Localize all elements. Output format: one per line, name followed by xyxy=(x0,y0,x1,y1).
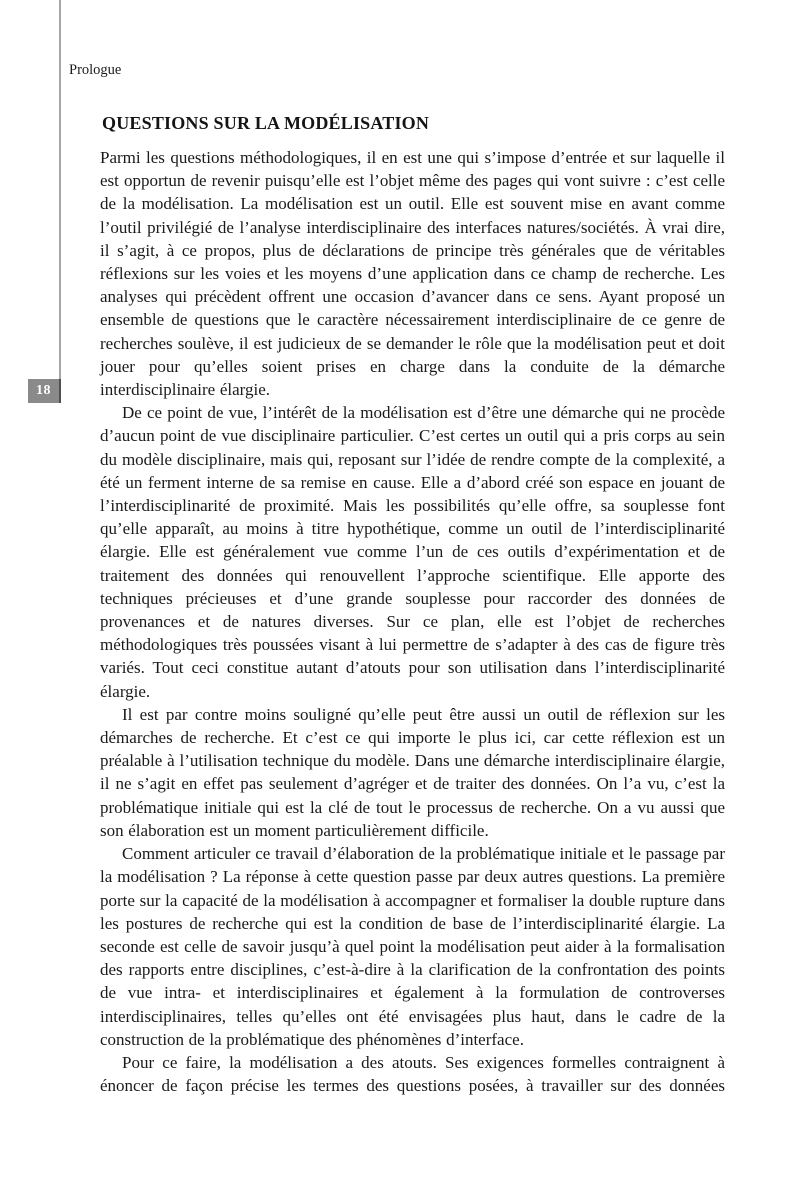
paragraph: De ce point de vue, l’intérêt de la modélisation est d’être une démarche qui ne procède d’aucun point de vue disciplinaire particulier. C’est certes un outil qui a pris corps au sein du modèle disciplinaire, mais qui, reposant sur l’idée de rendre compte de la complexité, a été un ferment interne de sa remise en cause. Elle a d’abord créé son espace en jouant de l’interdisciplinarité de proximité. Mais les possibilités qu’elle offre, sa souplesse font qu’elle apparaît, au moins à titre hypothétique, comme un outil de l’interdisciplinarité élargie. Elle est généralement vue comme l’un de ces outils d’expérimentation et de traitement des données qui renouvellent l’approche scientifique. Elle apporte des techniques précieuses et d’une grande souplesse pour raccorder des données de provenances et de natures diverses. Sur ce plan, elle est l’objet de recherches méthodologiques très poussées visant à lui permettre de s’adapter à des cas de figure très variés. Tout ceci constitue autant d’atouts pour son utilisation dans l’interdisciplinarité élargie. xyxy=(100,403,725,701)
section-heading: QUESTIONS SUR LA MODÉLISATION xyxy=(102,113,430,133)
page-body xyxy=(100,111,725,1097)
running-header: Prologue xyxy=(69,62,122,78)
paragraph: Comment articuler ce travail d’élaboration de la problématique initiale et le passage par la modélisation ? La réponse à cette question passe par deux autres questions. La première porte sur la capacité de la modélisation à accompagner et formaliser la double rupture dans les postures de recherche qui est la condition de base de l’interdisciplinarité élargie. La seconde est celle de savoir jusqu’à quel point la modélisation peut aider à la formalisation des rapports entre disciplines, c’est-à-dire à la clarification de la confrontation des points de vue intra- et interdisciplinaires et également à la formulation de controverses interdisciplinaires, telles qu’elles ont été envisagées plus haut, dans le cadre de la construction de la problématique des phénomènes d’interface. xyxy=(100,844,725,1049)
paragraph: Pour ce faire, la modélisation a des atouts. Ses exigences formelles contraignent à énoncer de façon précise les termes des questions posées, à travailler sur des données xyxy=(100,1052,725,1096)
page-number-badge: 18 xyxy=(28,379,61,403)
paragraph: Parmi les questions méthodologiques, il en est une qui s’impose d’entrée et sur laquelle il est opportun de revenir puisqu’elle est l’objet même des pages qui vont suivre : c’est celle de la modélisation. La modélisation est un outil. Elle est souvent mise en avant comme l’outil privilégié de l’analyse interdisciplinaire des interfaces natures/sociétés. À vrai dire, il s’agit, à ce propos, plus de déclarations de principe très générales que de véritables réflexions sur les voies et les moyens d’une application dans ce champ de recherche. Les analyses qui précèdent offrent une occasion d’avancer dans ce sens. Ayant proposé un ensemble de questions que le caractère nécessairement interdisciplinaire de ce genre de recherches soulève, il est judicieux de se demander le rôle que la modélisation peut et doit jouer pour qu’elles soient prises en charge dans la conduite de la démarche interdisciplinaire élargie. xyxy=(100,148,725,400)
margin-rule xyxy=(59,0,61,403)
paragraph: Il est par contre moins souligné qu’elle peut être aussi un outil de réflexion sur les démarches de recherche. Et c’est ce qui importe le plus ici, car cette réflexion est un préalable à l’utilisation technique du modèle. Dans une démarche interdisciplinaire élargie, il ne s’agit en effet pas seulement d’agréger et de traiter des données. On l’a vu, c’est la problématique initiale qui est la clé de tout le processus de recherche. On a vu aussi que son élaboration est un moment particulièrement difficile. xyxy=(100,704,725,840)
